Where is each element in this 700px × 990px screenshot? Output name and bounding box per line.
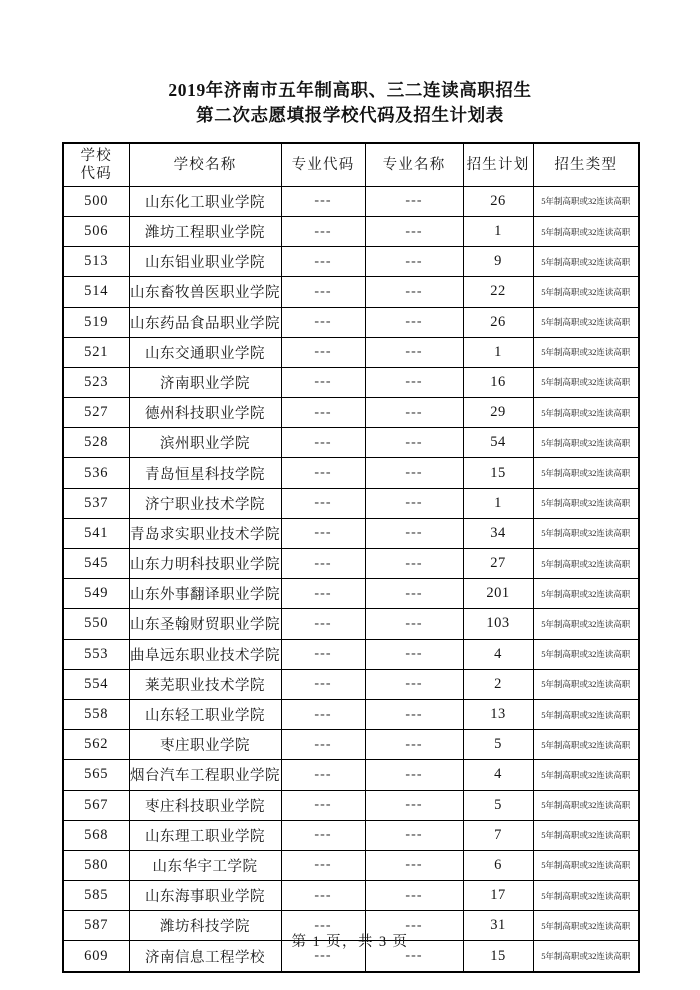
cell-major-name: --- xyxy=(365,277,463,307)
cell-type: 5年制高职或32连读高职 xyxy=(533,911,639,941)
cell-school-code: 585 xyxy=(63,881,129,911)
table-row xyxy=(63,850,639,880)
cell-school-name: 山东华宇工学院 xyxy=(129,850,281,880)
cell-major-name: --- xyxy=(365,820,463,850)
cell-plan: 103 xyxy=(463,609,533,639)
cell-plan: 15 xyxy=(463,458,533,488)
table-row xyxy=(63,458,639,488)
cell-type: 5年制高职或32连读高职 xyxy=(533,488,639,518)
cell-major-name: --- xyxy=(365,760,463,790)
cell-major-name: --- xyxy=(365,669,463,699)
cell-school-name: 枣庄科技职业学院 xyxy=(129,790,281,820)
title-line-2: 第二次志愿填报学校代码及招生计划表 xyxy=(196,105,504,126)
table-row xyxy=(63,639,639,669)
cell-plan: 22 xyxy=(463,277,533,307)
cell-school-code: 514 xyxy=(63,277,129,307)
cell-major-name: --- xyxy=(365,881,463,911)
cell-type: 5年制高职或32连读高职 xyxy=(533,850,639,880)
cell-major-name: --- xyxy=(365,790,463,820)
cell-major-code: --- xyxy=(281,398,365,428)
cell-major-code: --- xyxy=(281,518,365,548)
cell-major-code: --- xyxy=(281,730,365,760)
cell-plan: 201 xyxy=(463,579,533,609)
cell-major-name: --- xyxy=(365,247,463,277)
cell-school-name: 山东轻工职业学院 xyxy=(129,699,281,729)
cell-type: 5年制高职或32连读高职 xyxy=(533,881,639,911)
cell-type: 5年制高职或32连读高职 xyxy=(533,820,639,850)
cell-school-name: 青岛求实职业技术学院 xyxy=(129,518,281,548)
cell-plan: 17 xyxy=(463,881,533,911)
table-row xyxy=(63,488,639,518)
cell-school-code: 558 xyxy=(63,699,129,729)
cell-school-code: 565 xyxy=(63,760,129,790)
cell-plan: 15 xyxy=(463,941,533,972)
column-header-school-code xyxy=(63,143,129,187)
cell-type: 5年制高职或32连读高职 xyxy=(533,247,639,277)
table-row xyxy=(63,398,639,428)
cell-major-code: --- xyxy=(281,367,365,397)
cell-type: 5年制高职或32连读高职 xyxy=(533,760,639,790)
table-row xyxy=(63,790,639,820)
cell-type: 5年制高职或32连读高职 xyxy=(533,277,639,307)
cell-school-code: 549 xyxy=(63,579,129,609)
cell-major-name: --- xyxy=(365,549,463,579)
cell-major-code: --- xyxy=(281,639,365,669)
cell-school-code: 550 xyxy=(63,609,129,639)
cell-major-name: --- xyxy=(365,488,463,518)
cell-school-name: 青岛恒星科技学院 xyxy=(129,458,281,488)
table-row xyxy=(63,549,639,579)
table-row xyxy=(63,216,639,246)
cell-plan: 26 xyxy=(463,307,533,337)
cell-school-code: 553 xyxy=(63,639,129,669)
cell-school-name: 济南职业学院 xyxy=(129,367,281,397)
cell-plan: 13 xyxy=(463,699,533,729)
column-header-major-code: 专业代码 xyxy=(281,143,365,187)
cell-school-name: 德州科技职业学院 xyxy=(129,398,281,428)
plan-table-container xyxy=(62,142,638,973)
cell-school-code: 541 xyxy=(63,518,129,548)
cell-type: 5年制高职或32连读高职 xyxy=(533,579,639,609)
table-row xyxy=(63,820,639,850)
cell-school-name: 济南信息工程学校 xyxy=(129,941,281,972)
cell-school-code: 554 xyxy=(63,669,129,699)
table-body xyxy=(63,186,639,971)
cell-major-code: --- xyxy=(281,760,365,790)
cell-major-name: --- xyxy=(365,428,463,458)
cell-major-name: --- xyxy=(365,186,463,216)
cell-type: 5年制高职或32连读高职 xyxy=(533,186,639,216)
cell-school-code: 537 xyxy=(63,488,129,518)
cell-major-code: --- xyxy=(281,579,365,609)
cell-major-name: --- xyxy=(365,337,463,367)
cell-school-name: 济宁职业技术学院 xyxy=(129,488,281,518)
cell-major-code: --- xyxy=(281,699,365,729)
cell-school-code: 519 xyxy=(63,307,129,337)
cell-plan: 5 xyxy=(463,790,533,820)
cell-major-name: --- xyxy=(365,216,463,246)
cell-school-name: 山东外事翻译职业学院 xyxy=(129,579,281,609)
cell-major-name: --- xyxy=(365,398,463,428)
table-row xyxy=(63,609,639,639)
page-footer: 第 1 页，共 3 页 xyxy=(291,934,409,950)
cell-school-name: 山东理工职业学院 xyxy=(129,820,281,850)
cell-type: 5年制高职或32连读高职 xyxy=(533,699,639,729)
cell-major-code: --- xyxy=(281,307,365,337)
cell-major-code: --- xyxy=(281,911,365,941)
page-title xyxy=(0,0,700,129)
table-row xyxy=(63,579,639,609)
cell-type: 5年制高职或32连读高职 xyxy=(533,730,639,760)
cell-school-code: 562 xyxy=(63,730,129,760)
cell-major-code: --- xyxy=(281,820,365,850)
cell-school-code: 568 xyxy=(63,820,129,850)
cell-school-code: 500 xyxy=(63,186,129,216)
cell-school-code: 513 xyxy=(63,247,129,277)
cell-school-code: 580 xyxy=(63,850,129,880)
cell-major-code: --- xyxy=(281,488,365,518)
cell-type: 5年制高职或32连读高职 xyxy=(533,639,639,669)
cell-type: 5年制高职或32连读高职 xyxy=(533,549,639,579)
cell-type: 5年制高职或32连读高职 xyxy=(533,609,639,639)
table-row xyxy=(63,428,639,458)
cell-plan: 4 xyxy=(463,639,533,669)
cell-major-name: --- xyxy=(365,639,463,669)
table-row xyxy=(63,669,639,699)
cell-plan: 1 xyxy=(463,216,533,246)
cell-plan: 27 xyxy=(463,549,533,579)
cell-major-name: --- xyxy=(365,518,463,548)
cell-major-name: --- xyxy=(365,579,463,609)
table-row xyxy=(63,518,639,548)
cell-major-name: --- xyxy=(365,911,463,941)
cell-type: 5年制高职或32连读高职 xyxy=(533,518,639,548)
cell-plan: 29 xyxy=(463,398,533,428)
cell-plan: 4 xyxy=(463,760,533,790)
column-header-major-name: 专业名称 xyxy=(365,143,463,187)
cell-major-code: --- xyxy=(281,247,365,277)
cell-plan: 1 xyxy=(463,488,533,518)
cell-major-code: --- xyxy=(281,277,365,307)
cell-school-name: 山东交通职业学院 xyxy=(129,337,281,367)
cell-major-code: --- xyxy=(281,850,365,880)
cell-school-code: 528 xyxy=(63,428,129,458)
column-header-school-name: 学校名称 xyxy=(129,143,281,187)
cell-school-name: 山东力明科技职业学院 xyxy=(129,549,281,579)
cell-major-name: --- xyxy=(365,609,463,639)
cell-plan: 34 xyxy=(463,518,533,548)
table-row xyxy=(63,881,639,911)
cell-school-code: 587 xyxy=(63,911,129,941)
cell-major-code: --- xyxy=(281,881,365,911)
cell-school-code: 567 xyxy=(63,790,129,820)
cell-type: 5年制高职或32连读高职 xyxy=(533,790,639,820)
cell-school-name: 山东药品食品职业学院 xyxy=(129,307,281,337)
table-row xyxy=(63,730,639,760)
table-row xyxy=(63,186,639,216)
column-header-type: 招生类型 xyxy=(533,143,639,187)
cell-major-code: --- xyxy=(281,549,365,579)
cell-major-name: --- xyxy=(365,307,463,337)
title-line-1: 2019年济南市五年制高职、三二连读高职招生 xyxy=(168,80,532,100)
cell-plan: 2 xyxy=(463,669,533,699)
cell-major-code: --- xyxy=(281,609,365,639)
cell-type: 5年制高职或32连读高职 xyxy=(533,458,639,488)
cell-school-name: 曲阜远东职业技术学院 xyxy=(129,639,281,669)
cell-plan: 31 xyxy=(463,911,533,941)
table-row xyxy=(63,337,639,367)
table-row xyxy=(63,367,639,397)
cell-school-code: 536 xyxy=(63,458,129,488)
table-row xyxy=(63,760,639,790)
cell-major-code: --- xyxy=(281,941,365,972)
cell-school-name: 山东海事职业学院 xyxy=(129,881,281,911)
cell-plan: 54 xyxy=(463,428,533,458)
cell-major-code: --- xyxy=(281,458,365,488)
cell-major-code: --- xyxy=(281,428,365,458)
cell-major-code: --- xyxy=(281,186,365,216)
cell-school-name: 枣庄职业学院 xyxy=(129,730,281,760)
school-code-line-2: 代码 xyxy=(80,165,112,182)
cell-school-code: 506 xyxy=(63,216,129,246)
cell-school-name: 山东畜牧兽医职业学院 xyxy=(129,277,281,307)
cell-type: 5年制高职或32连读高职 xyxy=(533,941,639,972)
cell-type: 5年制高职或32连读高职 xyxy=(533,669,639,699)
cell-major-name: --- xyxy=(365,850,463,880)
cell-type: 5年制高职或32连读高职 xyxy=(533,367,639,397)
cell-school-code: 523 xyxy=(63,367,129,397)
table-row xyxy=(63,699,639,729)
table-row xyxy=(63,277,639,307)
table-row xyxy=(63,247,639,277)
cell-plan: 7 xyxy=(463,820,533,850)
cell-major-name: --- xyxy=(365,730,463,760)
cell-type: 5年制高职或32连读高职 xyxy=(533,398,639,428)
cell-school-name: 潍坊科技学院 xyxy=(129,911,281,941)
cell-school-code: 609 xyxy=(63,941,129,972)
cell-type: 5年制高职或32连读高职 xyxy=(533,307,639,337)
admission-plan-table xyxy=(62,142,640,973)
cell-major-code: --- xyxy=(281,790,365,820)
cell-major-code: --- xyxy=(281,669,365,699)
cell-type: 5年制高职或32连读高职 xyxy=(533,337,639,367)
cell-major-code: --- xyxy=(281,216,365,246)
cell-plan: 26 xyxy=(463,186,533,216)
cell-school-code: 545 xyxy=(63,549,129,579)
cell-major-name: --- xyxy=(365,367,463,397)
cell-school-name: 山东化工职业学院 xyxy=(129,186,281,216)
cell-major-name: --- xyxy=(365,458,463,488)
cell-type: 5年制高职或32连读高职 xyxy=(533,216,639,246)
cell-plan: 6 xyxy=(463,850,533,880)
cell-plan: 9 xyxy=(463,247,533,277)
cell-school-code: 527 xyxy=(63,398,129,428)
cell-major-name: --- xyxy=(365,699,463,729)
cell-school-name: 滨州职业学院 xyxy=(129,428,281,458)
cell-major-name: --- xyxy=(365,941,463,972)
cell-major-code: --- xyxy=(281,337,365,367)
cell-plan: 16 xyxy=(463,367,533,397)
cell-school-name: 莱芜职业技术学院 xyxy=(129,669,281,699)
table-header xyxy=(63,143,639,187)
column-header-plan: 招生计划 xyxy=(463,143,533,187)
cell-school-name: 潍坊工程职业学院 xyxy=(129,216,281,246)
table-header-row xyxy=(63,143,639,187)
school-code-line-1: 学校 xyxy=(80,147,112,164)
cell-type: 5年制高职或32连读高职 xyxy=(533,428,639,458)
table-row xyxy=(63,307,639,337)
cell-school-code: 521 xyxy=(63,337,129,367)
cell-school-name: 烟台汽车工程职业学院 xyxy=(129,760,281,790)
cell-school-name: 山东圣翰财贸职业学院 xyxy=(129,609,281,639)
cell-plan: 1 xyxy=(463,337,533,367)
cell-plan: 5 xyxy=(463,730,533,760)
cell-school-name: 山东铝业职业学院 xyxy=(129,247,281,277)
